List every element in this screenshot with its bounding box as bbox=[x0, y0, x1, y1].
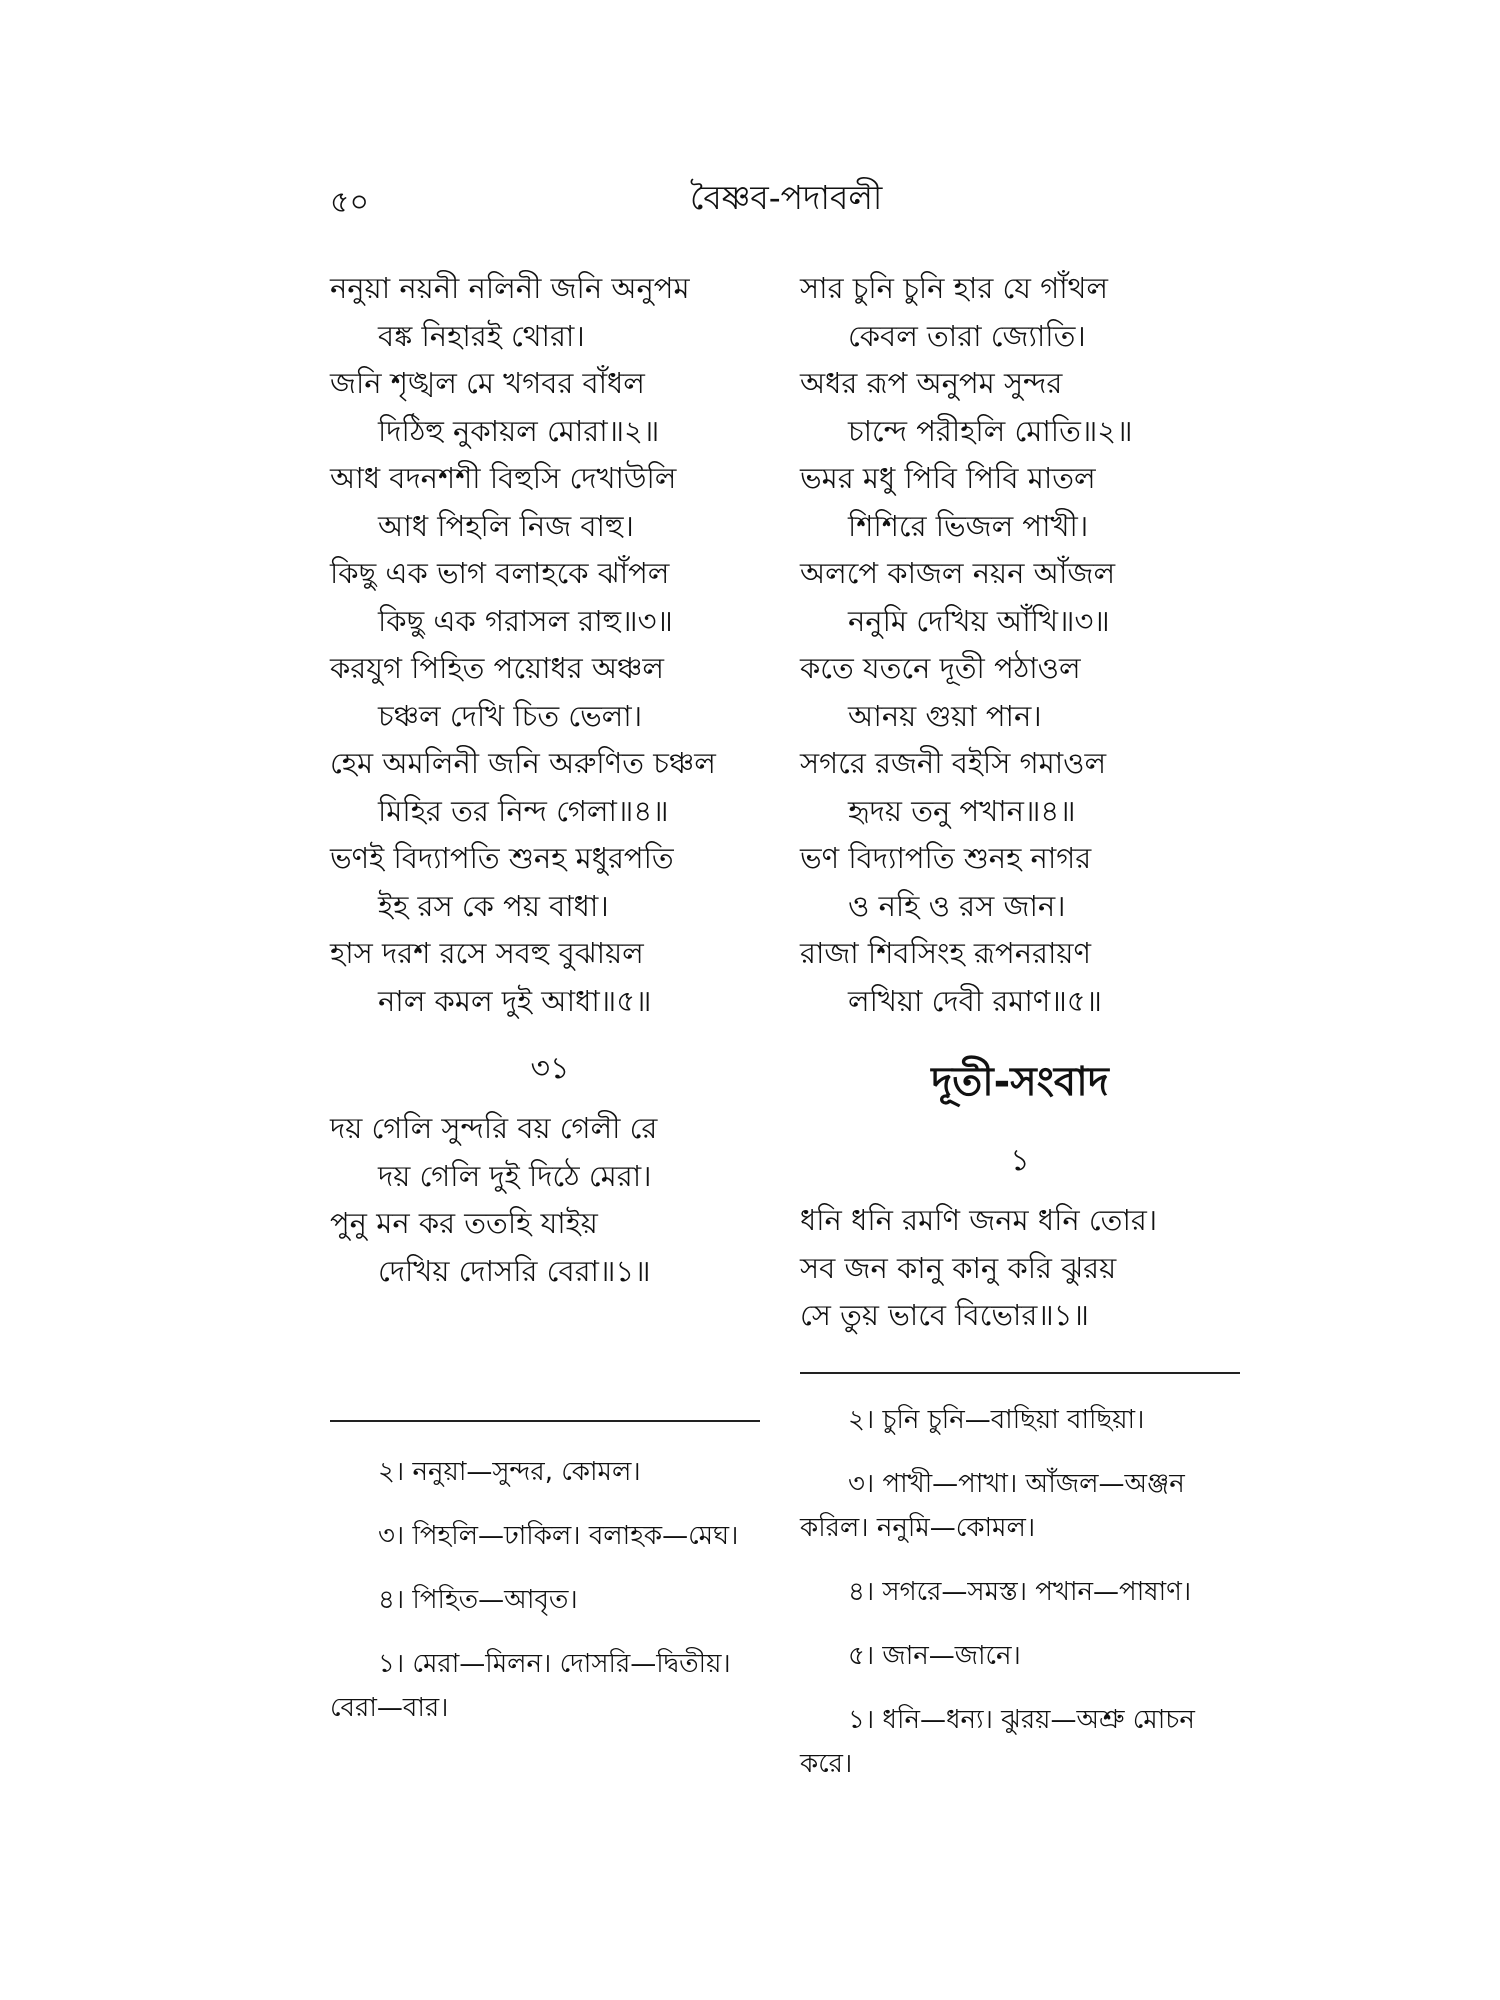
verse-line: দয় গেলি সুন্দরি বয় গেলী রে bbox=[330, 1111, 658, 1145]
verse-line: অলপে কাজল নয়ন আঁজল bbox=[800, 556, 1116, 590]
verse-line: চঞ্চল দেখি চিত ভেলা। bbox=[378, 698, 643, 733]
footnotes-right bbox=[800, 1372, 1240, 1806]
poem-number: ১ bbox=[1010, 1143, 1030, 1178]
verse-line: আধ বদনশশী বিহুসি দেখাউলি bbox=[330, 461, 677, 495]
right-column bbox=[800, 265, 1240, 1340]
verse-line: রাজা শিবসিংহ রূপনরায়ণ bbox=[800, 936, 1092, 970]
footnote: ৩। পিহলি—ঢাকিল। বলাহক—মেঘ। bbox=[378, 1521, 739, 1551]
running-head-title: বৈষ্ণব-পদাবলী bbox=[690, 178, 883, 217]
verse-line: কতে যতনে দূতী পঠাওল bbox=[800, 651, 1081, 685]
page-number: ৫০ bbox=[330, 185, 369, 220]
verse-line: সগরে রজনী বইসি গমাওল bbox=[800, 746, 1107, 780]
verse-line: সব জন কানু কানু করি ঝুরয় bbox=[800, 1250, 1117, 1285]
verse-line: ভণই বিদ্যাপতি শুনহ মধুরপতি bbox=[330, 841, 674, 875]
verse-line: করযুগ পিহিত পয়োধর অঞ্চল bbox=[330, 651, 664, 685]
poem-number: ৩১ bbox=[530, 1051, 570, 1086]
verse-line: শিশিরে ভিজল পাখী। bbox=[848, 508, 1089, 543]
verse-line: কিছু এক ভাগ বলাহকে ঝাঁপল bbox=[330, 556, 670, 590]
footnote-divider bbox=[330, 1420, 760, 1422]
verse-line: ইহ রস কে পয় বাধা। bbox=[378, 888, 609, 923]
footnote: ৪। সগরে—সমস্ত। পখান—পাষাণ। bbox=[848, 1577, 1192, 1607]
footnote-divider bbox=[800, 1372, 1240, 1374]
verse-line: কেবল তারা জ্যোতি। bbox=[848, 318, 1086, 353]
verse-line: মিহির তর নিন্দ গেলা॥৪॥ bbox=[378, 793, 669, 828]
verse-line: ও নহি ও রস জান। bbox=[848, 888, 1066, 923]
verse-line: হাস দরশ রসে সবহু বুঝায়ল bbox=[330, 936, 644, 970]
verse-line: ধনি ধনি রমণি জনম ধনি তোর। bbox=[800, 1203, 1158, 1237]
left-column bbox=[330, 265, 770, 1295]
verse-line: পুনু মন কর ততহি যাইয় bbox=[330, 1206, 598, 1240]
footnote: ৫। জান—জানে। bbox=[848, 1641, 1021, 1671]
footnote: ১। ধনি—ধন্য। ঝুরয়—অশ্রু মোচন করে। bbox=[800, 1705, 1195, 1779]
verse-line: দিঠিহু নুকায়ল মোরা॥২॥ bbox=[378, 413, 660, 448]
verse-line: জনি শৃঙ্খল মে খগবর বাঁধল bbox=[330, 366, 645, 400]
verse-line: ভণ বিদ্যাপতি শুনহ নাগর bbox=[800, 841, 1092, 875]
verse-line: ননুমি দেখিয় আঁখি॥৩॥ bbox=[848, 603, 1110, 638]
verse-line: কিছু এক গরাসল রাহু॥৩॥ bbox=[378, 603, 673, 638]
section-title: দূতী-সংবাদ bbox=[931, 1059, 1109, 1105]
verse-line: সার চুনি চুনি হার যে গাঁথল bbox=[800, 271, 1108, 305]
footnote: ১। মেরা—মিলন। দোসরি—দ্বিতীয়। বেরা—বার। bbox=[330, 1649, 731, 1723]
verse-line: হেম অমলিনী জনি অরুণিত চঞ্চল bbox=[330, 746, 716, 780]
verse-line: নাল কমল দুই আধা॥৫॥ bbox=[378, 983, 652, 1018]
verse-line: দেখিয় দোসরি বেরা॥১॥ bbox=[378, 1253, 651, 1288]
footnotes-left bbox=[330, 1420, 760, 1750]
footnote: ২। চুনি চুনি—বাছিয়া বাছিয়া। bbox=[848, 1405, 1145, 1435]
verse-line: আনয় গুয়া পান। bbox=[848, 698, 1042, 733]
verse-line: লখিয়া দেবী রমাণ॥৫॥ bbox=[848, 983, 1102, 1018]
verse-line: দয় গেলি দুই দিঠে মেরা। bbox=[378, 1158, 652, 1193]
verse-line: সে তুয় ভাবে বিভোর॥১॥ bbox=[800, 1298, 1089, 1332]
verse-line: চান্দে পরীহলি মোতি॥২॥ bbox=[848, 413, 1133, 448]
footnote: ৪। পিহিত—আবৃত। bbox=[378, 1585, 578, 1615]
footnote: ২। ননুয়া—সুন্দর, কোমল। bbox=[378, 1457, 641, 1487]
verse-line: বঙ্ক নিহারই থোরা। bbox=[378, 318, 585, 353]
verse-line: আধ পিহলি নিজ বাহু। bbox=[378, 508, 634, 543]
verse-line: ভমর মধু পিবি পিবি মাতল bbox=[800, 461, 1096, 495]
footnote: ৩। পাখী—পাখা। আঁজল—অঞ্জন করিল। ননুমি—কোমল। bbox=[800, 1469, 1185, 1543]
verse-line: ননুয়া নয়নী নলিনী জনি অনুপম bbox=[330, 271, 690, 305]
verse-line: অধর রূপ অনুপম সুন্দর bbox=[800, 366, 1063, 400]
verse-line: হৃদয় তনু পখান॥৪॥ bbox=[848, 793, 1076, 828]
